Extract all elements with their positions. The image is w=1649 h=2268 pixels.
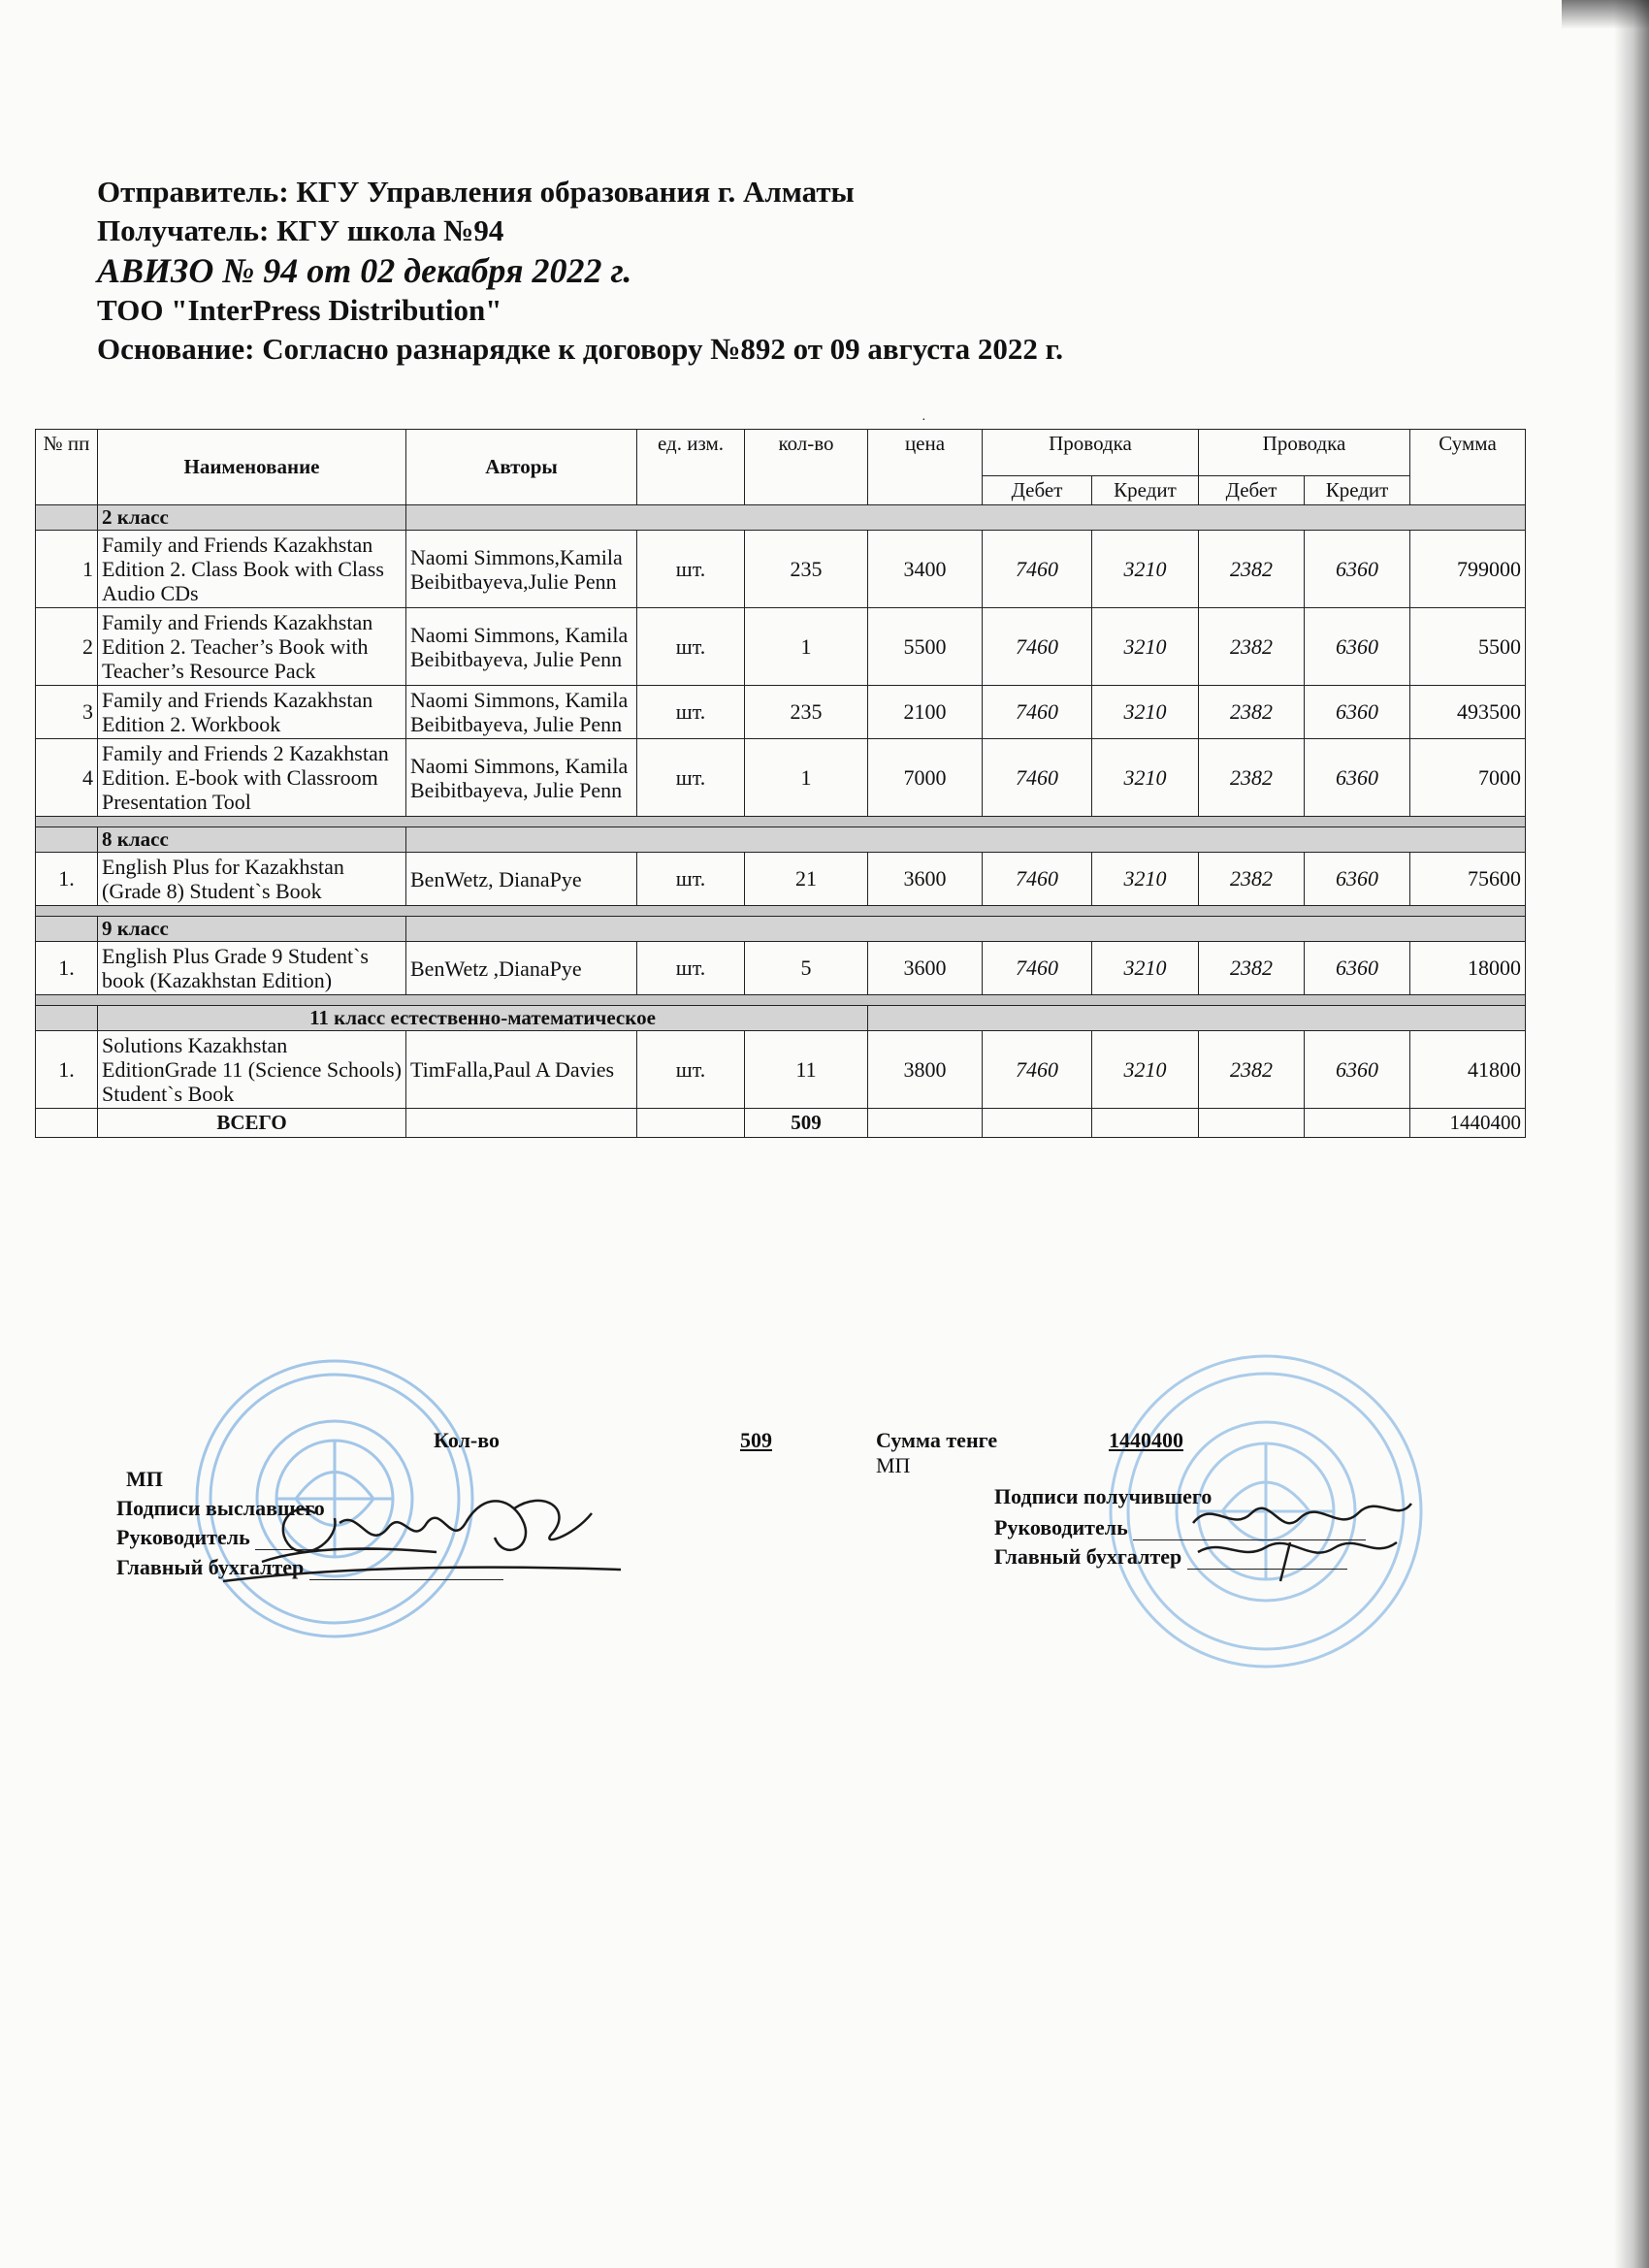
sender-accountant-label: Главный бухгалтер bbox=[116, 1555, 305, 1579]
total-qty: 509 bbox=[745, 1109, 868, 1138]
row-unit: шт. bbox=[637, 739, 745, 817]
row-price: 2100 bbox=[868, 686, 983, 739]
table-row bbox=[36, 942, 1526, 995]
section-spacer-row bbox=[36, 995, 1526, 1006]
document-header bbox=[97, 173, 1455, 369]
row-debit1: 7460 bbox=[983, 1031, 1092, 1109]
row-price: 3600 bbox=[868, 853, 983, 906]
row-number: 1. bbox=[36, 853, 98, 906]
row-qty: 235 bbox=[745, 531, 868, 608]
section-row bbox=[36, 827, 1526, 853]
total-empty-cell bbox=[868, 1109, 983, 1138]
col-posting1-header: Проводка bbox=[983, 430, 1199, 476]
row-debit1: 7460 bbox=[983, 531, 1092, 608]
row-credit2: 6360 bbox=[1305, 531, 1410, 608]
footer-sum-label: Сумма тенге bbox=[876, 1428, 998, 1452]
row-credit1: 3210 bbox=[1092, 686, 1199, 739]
sender-head-label: Руководитель bbox=[116, 1525, 250, 1549]
row-qty: 21 bbox=[745, 853, 868, 906]
row-credit2: 6360 bbox=[1305, 686, 1410, 739]
stamp-place-right: МП bbox=[876, 1453, 911, 1477]
section-empty-cell bbox=[36, 917, 98, 942]
row-number: 1 bbox=[36, 531, 98, 608]
row-credit1: 3210 bbox=[1092, 739, 1199, 817]
col-debit1-header: Дебет bbox=[983, 476, 1092, 505]
section-empty-cell bbox=[868, 1006, 1526, 1031]
row-unit: шт. bbox=[637, 853, 745, 906]
section-empty-cell bbox=[406, 827, 1526, 853]
col-sum-header: Сумма bbox=[1410, 430, 1526, 505]
total-empty-cell bbox=[637, 1109, 745, 1138]
row-title: Family and Friends 2 Kazakhstan Edition. E-book with Classroom Presentation Tool bbox=[98, 739, 406, 817]
col-num-header: № пп bbox=[36, 430, 98, 505]
section-empty-cell bbox=[406, 917, 1526, 942]
scan-edge-top bbox=[1562, 0, 1649, 29]
row-credit1: 3210 bbox=[1092, 853, 1199, 906]
total-row bbox=[36, 1109, 1526, 1138]
stamp-place-left: МП bbox=[126, 1467, 163, 1491]
row-authors: BenWetz ,DianaPye bbox=[406, 942, 637, 995]
footer-qty-label: Кол-во bbox=[434, 1428, 500, 1452]
row-unit: шт. bbox=[637, 942, 745, 995]
row-credit1: 3210 bbox=[1092, 531, 1199, 608]
section-title: 9 класс bbox=[98, 917, 406, 942]
row-debit2: 2382 bbox=[1199, 608, 1305, 686]
row-credit2: 6360 bbox=[1305, 853, 1410, 906]
section-empty-cell bbox=[36, 827, 98, 853]
row-sum: 493500 bbox=[1410, 686, 1526, 739]
recipient-accountant-label: Главный бухгалтер bbox=[994, 1544, 1182, 1569]
section-row bbox=[36, 1006, 1526, 1031]
total-empty-cell bbox=[406, 1109, 637, 1138]
row-number: 1. bbox=[36, 1031, 98, 1109]
row-credit1: 3210 bbox=[1092, 942, 1199, 995]
section-row bbox=[36, 505, 1526, 531]
table-row bbox=[36, 686, 1526, 739]
row-title: Family and Friends Kazakhstan Edition 2. Workbook bbox=[98, 686, 406, 739]
section-empty-cell bbox=[406, 505, 1526, 531]
row-qty: 5 bbox=[745, 942, 868, 995]
total-empty-cell bbox=[1305, 1109, 1410, 1138]
row-credit2: 6360 bbox=[1305, 1031, 1410, 1109]
section-spacer-cell bbox=[36, 817, 1526, 827]
table-body bbox=[36, 505, 1526, 1109]
row-credit2: 6360 bbox=[1305, 739, 1410, 817]
section-spacer-row bbox=[36, 817, 1526, 827]
row-sum: 799000 bbox=[1410, 531, 1526, 608]
row-title: English Plus for Kazakhstan (Grade 8) Student`s Book bbox=[98, 853, 406, 906]
row-authors: Naomi Simmons, Kamila Beibitbayeva, Julie Penn bbox=[406, 686, 637, 739]
scan-edge-shadow bbox=[1614, 0, 1649, 2268]
row-number: 1. bbox=[36, 942, 98, 995]
row-price: 3800 bbox=[868, 1031, 983, 1109]
row-price: 5500 bbox=[868, 608, 983, 686]
col-unit-header: ед. изм. bbox=[637, 430, 745, 505]
row-credit2: 6360 bbox=[1305, 942, 1410, 995]
company-line: ТОО "InterPress Distribution" bbox=[97, 293, 502, 327]
recipient-signatures-label: Подписи получившего bbox=[994, 1484, 1212, 1508]
sender-signatures-label: Подписи выславшего bbox=[116, 1496, 325, 1520]
table-row bbox=[36, 531, 1526, 608]
row-authors: Naomi Simmons,Kamila Beibitbayeva,Julie Penn bbox=[406, 531, 637, 608]
row-qty: 1 bbox=[745, 608, 868, 686]
row-qty: 11 bbox=[745, 1031, 868, 1109]
row-price: 3600 bbox=[868, 942, 983, 995]
row-debit1: 7460 bbox=[983, 739, 1092, 817]
row-debit2: 2382 bbox=[1199, 853, 1305, 906]
total-empty-cell bbox=[1199, 1109, 1305, 1138]
row-sum: 7000 bbox=[1410, 739, 1526, 817]
section-title: 8 класс bbox=[98, 827, 406, 853]
row-unit: шт. bbox=[637, 531, 745, 608]
col-qty-header: кол-во bbox=[745, 430, 868, 505]
row-sum: 75600 bbox=[1410, 853, 1526, 906]
row-title: English Plus Grade 9 Student`s book (Kazakhstan Edition) bbox=[98, 942, 406, 995]
section-spacer-row bbox=[36, 906, 1526, 917]
row-authors: Naomi Simmons, Kamila Beibitbayeva, Julie Penn bbox=[406, 608, 637, 686]
recipient-head-label: Руководитель bbox=[994, 1515, 1128, 1539]
footer-sum-value: 1440400 bbox=[1109, 1428, 1183, 1452]
row-debit1: 7460 bbox=[983, 608, 1092, 686]
total-empty-cell bbox=[983, 1109, 1092, 1138]
row-debit2: 2382 bbox=[1199, 686, 1305, 739]
row-unit: шт. bbox=[637, 1031, 745, 1109]
table-row bbox=[36, 853, 1526, 906]
total-empty-cell bbox=[1092, 1109, 1199, 1138]
row-debit1: 7460 bbox=[983, 853, 1092, 906]
row-unit: шт. bbox=[637, 608, 745, 686]
col-authors-header: Авторы bbox=[406, 430, 637, 505]
total-empty-cell bbox=[36, 1109, 98, 1138]
row-credit1: 3210 bbox=[1092, 608, 1199, 686]
row-number: 3 bbox=[36, 686, 98, 739]
col-posting2-header: Проводка bbox=[1199, 430, 1410, 476]
table-row bbox=[36, 739, 1526, 817]
row-title: Family and Friends Kazakhstan Edition 2. Teacher’s Book with Teacher’s Resource Pack bbox=[98, 608, 406, 686]
col-price-header: цена bbox=[868, 430, 983, 505]
row-unit: шт. bbox=[637, 686, 745, 739]
row-debit2: 2382 bbox=[1199, 1031, 1305, 1109]
section-title: 2 класс bbox=[98, 505, 406, 531]
row-title: Family and Friends Kazakhstan Edition 2. Class Book with Class Audio CDs bbox=[98, 531, 406, 608]
table-row bbox=[36, 608, 1526, 686]
section-title: 11 класс естественно-математическое bbox=[98, 1006, 868, 1031]
row-sum: 41800 bbox=[1410, 1031, 1526, 1109]
row-debit2: 2382 bbox=[1199, 739, 1305, 817]
row-debit2: 2382 bbox=[1199, 942, 1305, 995]
avizo-table bbox=[35, 429, 1526, 1138]
row-debit1: 7460 bbox=[983, 686, 1092, 739]
row-number: 4 bbox=[36, 739, 98, 817]
col-name-header: Наименование bbox=[98, 430, 406, 505]
recipient-line: Получатель: КГУ школа №94 bbox=[97, 213, 504, 247]
header-row-1 bbox=[36, 430, 1526, 476]
col-credit1-header: Кредит bbox=[1092, 476, 1199, 505]
stray-dot: · bbox=[922, 413, 926, 428]
recipient-signature bbox=[1174, 1484, 1426, 1591]
row-qty: 1 bbox=[745, 739, 868, 817]
total-label: ВСЕГО bbox=[98, 1109, 406, 1138]
row-number: 2 bbox=[36, 608, 98, 686]
row-price: 7000 bbox=[868, 739, 983, 817]
row-price: 3400 bbox=[868, 531, 983, 608]
section-spacer-cell bbox=[36, 906, 1526, 917]
col-debit2-header: Дебет bbox=[1199, 476, 1305, 505]
sender-line: Отправитель: КГУ Управления образования г. Алматы bbox=[97, 175, 855, 209]
row-credit2: 6360 bbox=[1305, 608, 1410, 686]
section-empty-cell bbox=[36, 1006, 98, 1031]
row-title: Solutions Kazakhstan EditionGrade 11 (Science Schools) Student`s Book bbox=[98, 1031, 406, 1109]
section-spacer-cell bbox=[36, 995, 1526, 1006]
basis-line: Основание: Согласно разнарядке к договору №892 от 09 августа 2022 г. bbox=[97, 332, 1063, 366]
row-sum: 18000 bbox=[1410, 942, 1526, 995]
section-row bbox=[36, 917, 1526, 942]
sender-signature bbox=[223, 1470, 630, 1596]
total-sum: 1440400 bbox=[1410, 1109, 1526, 1138]
row-debit2: 2382 bbox=[1199, 531, 1305, 608]
col-credit2-header: Кредит bbox=[1305, 476, 1410, 505]
footer-qty-value: 509 bbox=[740, 1428, 772, 1452]
table-row bbox=[36, 1031, 1526, 1109]
row-credit1: 3210 bbox=[1092, 1031, 1199, 1109]
row-qty: 235 bbox=[745, 686, 868, 739]
row-sum: 5500 bbox=[1410, 608, 1526, 686]
avizo-title: АВИЗО № 94 от 02 декабря 2022 г. bbox=[97, 251, 632, 290]
row-debit1: 7460 bbox=[983, 942, 1092, 995]
row-authors: TimFalla,Paul A Davies bbox=[406, 1031, 637, 1109]
section-empty-cell bbox=[36, 505, 98, 531]
row-authors: Naomi Simmons, Kamila Beibitbayeva, Julie Penn bbox=[406, 739, 637, 817]
row-authors: BenWetz, DianaPye bbox=[406, 853, 637, 906]
